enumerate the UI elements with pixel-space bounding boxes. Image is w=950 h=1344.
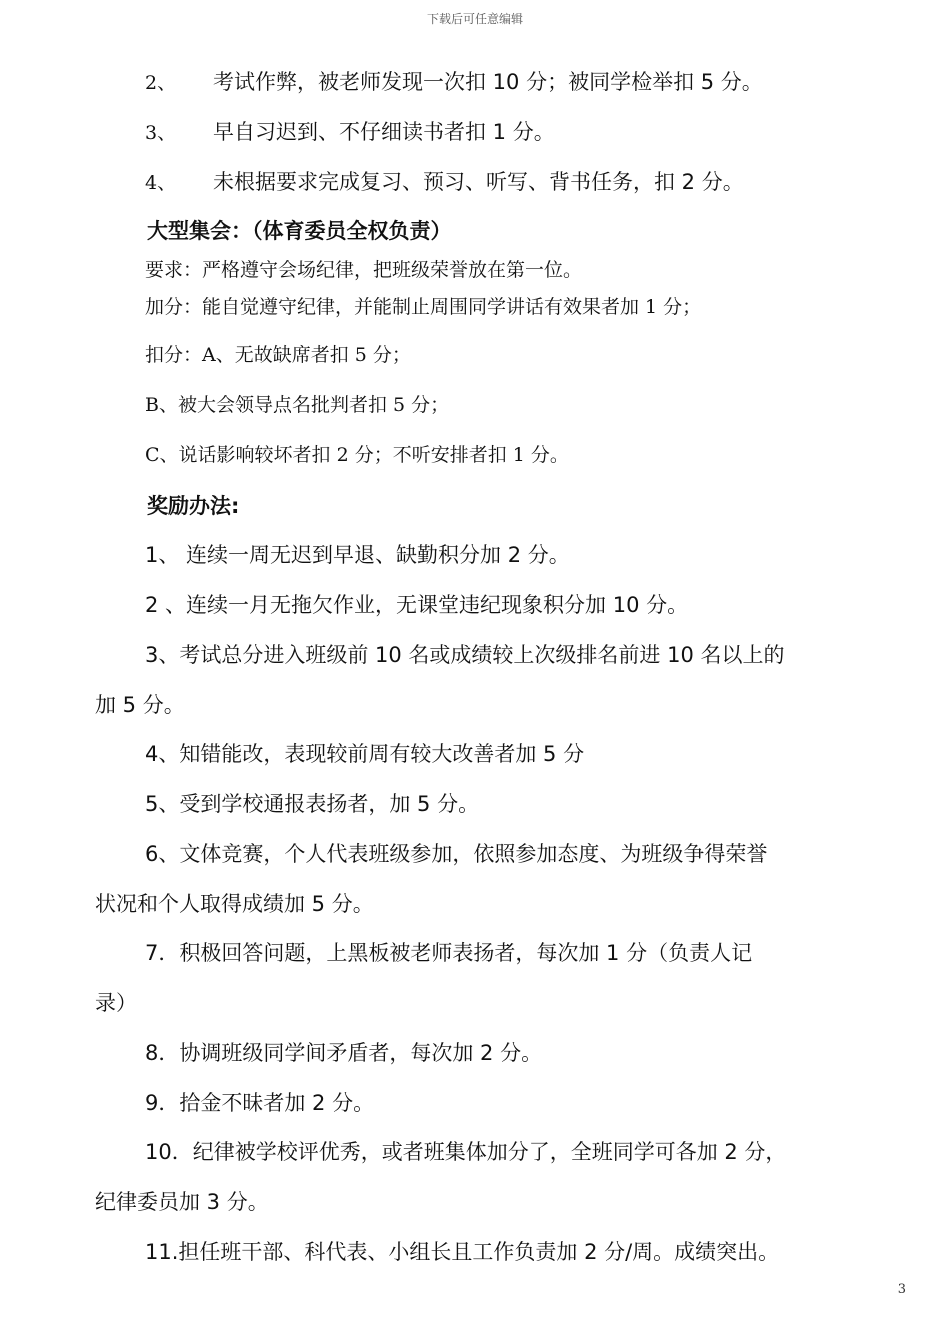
reward-line: 2 、连续一月无拖欠作业，无课堂违纪现象积分加 10 分。 xyxy=(145,593,689,617)
list-item xyxy=(145,166,744,196)
assembly-line: B、被大会领导点名批判者扣 5 分； xyxy=(145,394,450,416)
page-number: 3 xyxy=(897,1282,906,1297)
reward-line: 4、知错能改，表现较前周有较大改善者加 5 分 xyxy=(145,742,585,766)
item-number: 2、 xyxy=(145,72,177,94)
item-number: 3、 xyxy=(145,122,177,144)
assembly-line: 扣分：A、无故缺席者扣 5 分； xyxy=(145,344,411,366)
assembly-line: C、说话影响较坏者扣 2 分；不听安排者扣 1 分。 xyxy=(145,444,569,466)
reward-line: 5、受到学校通报表扬者，加 5 分。 xyxy=(145,792,480,816)
assembly-line: 加分：能自觉遵守纪律，并能制止周围同学讲话有效果者加 1 分； xyxy=(145,296,702,318)
reward-line: 9．拾金不昧者加 2 分。 xyxy=(145,1091,375,1115)
assembly-heading: 大型集会：（体育委员全权负责） xyxy=(147,219,452,243)
reward-line: 8．协调班级同学间矛盾者，每次加 2 分。 xyxy=(145,1041,543,1065)
assembly-line: 要求：严格遵守会场纪律，把班级荣誉放在第一位。 xyxy=(145,259,583,281)
page-header: 下载后可任意编辑 xyxy=(426,12,523,26)
item-number: 4、 xyxy=(145,172,177,194)
reward-line: 6、文体竞赛，个人代表班级参加，依照参加态度、为班级争得荣誉 xyxy=(145,842,768,866)
reward-heading: 奖励办法: xyxy=(147,494,240,518)
reward-line: 状况和个人取得成绩加 5 分。 xyxy=(95,892,374,916)
reward-line: 纪律委员加 3 分。 xyxy=(95,1190,269,1214)
list-item xyxy=(145,116,555,146)
reward-line: 录） xyxy=(95,991,137,1015)
item-text: 未根据要求完成复习、预习、听写、背书任务，扣 2 分。 xyxy=(213,170,744,194)
reward-line: 加 5 分。 xyxy=(95,693,185,717)
item-text: 考试作弊，被老师发现一次扣 10 分；被同学检举扣 5 分。 xyxy=(213,70,763,94)
item-text: 早自习迟到、不仔细读书者扣 1 分。 xyxy=(213,120,555,144)
reward-line: 7．积极回答问题，上黑板被老师表扬者，每次加 1 分（负责人记 xyxy=(145,941,753,965)
reward-line: 1、 连续一周无迟到早退、缺勤积分加 2 分。 xyxy=(145,543,570,567)
reward-line: 10．纪律被学校评优秀，或者班集体加分了，全班同学可各加 2 分， xyxy=(145,1140,787,1164)
reward-line: 11.担任班干部、科代表、小组长且工作负责加 2 分/周。成绩突出。 xyxy=(145,1240,780,1264)
reward-line: 3、考试总分进入班级前 10 名或成绩较上次级排名前进 10 名以上的 xyxy=(145,643,785,667)
list-item xyxy=(145,66,763,96)
